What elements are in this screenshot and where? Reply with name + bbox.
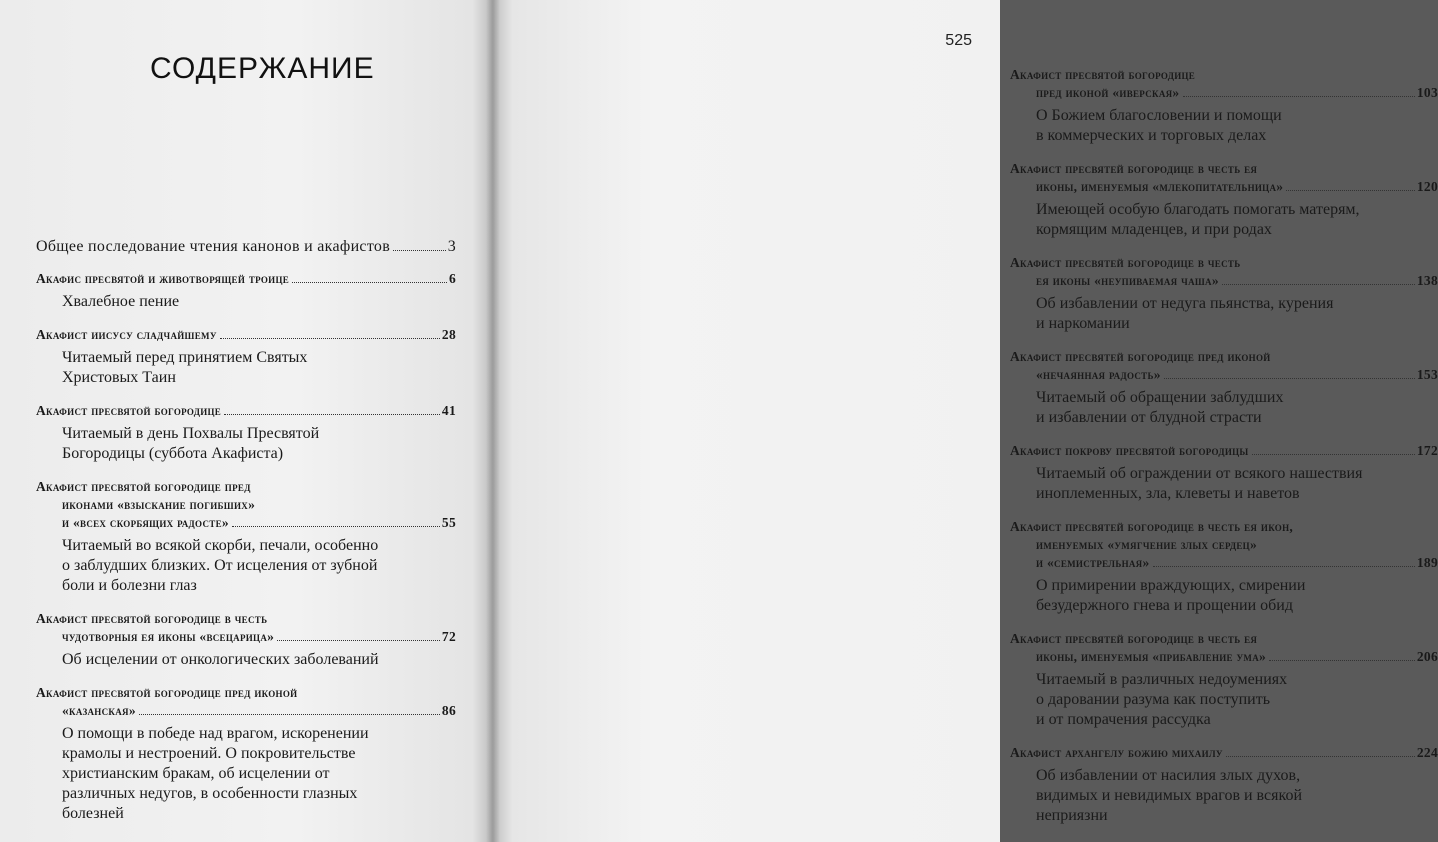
toc-entry-description — [36, 536, 456, 596]
toc-entry-description-line: О Божием благословении и помощи — [1036, 107, 1282, 124]
dot-leader — [232, 526, 440, 527]
dot-leader — [224, 414, 440, 415]
toc-entry-description — [1010, 464, 1438, 504]
toc-entry-description — [36, 292, 456, 312]
toc-entry-heading-line: Акафист пресвятой богородице — [36, 403, 222, 418]
toc-entry-description-line: Богородицы (суббота Акафиста) — [62, 445, 284, 462]
dot-leader — [1269, 660, 1415, 661]
toc-entry-description-line: Читаемый в день Похвалы Пресвятой — [62, 425, 320, 442]
toc-entry-heading-line: Акафист иисусу сладчайшему — [36, 327, 217, 342]
toc-entry-heading-line: и «семистрельная» — [1036, 555, 1150, 570]
toc-entry-page-number: 86 — [441, 703, 456, 718]
dot-leader — [1153, 566, 1415, 567]
toc-entry-page-number: 28 — [441, 327, 456, 342]
toc-entry-description — [1010, 766, 1438, 826]
toc-entry-description-line: в коммерческих и торговых делах — [1036, 127, 1267, 144]
toc-entry-description-line: и избавлении от блудной страсти — [1036, 409, 1262, 426]
toc-entry-page-number: 55 — [441, 515, 456, 530]
toc-entry-heading — [36, 684, 456, 720]
toc-entry — [36, 402, 456, 464]
dot-leader — [1226, 756, 1415, 757]
toc-entry-page-number: 138 — [1416, 273, 1438, 288]
toc-entry — [1010, 66, 1438, 146]
toc-entry-page-number: 72 — [441, 629, 456, 644]
toc-entry-heading-line: иконы, именуемыя «млекопитательница» — [1036, 179, 1284, 194]
toc-entry-page-number: 224 — [1416, 745, 1438, 760]
toc-entry-description — [36, 424, 456, 464]
toc-entry-heading-line: Акафис пресвятой и животворящей троице — [36, 271, 290, 286]
toc-entry-heading-line: и «всех скорбящих радосте» — [62, 515, 229, 530]
book-gutter — [486, 0, 500, 842]
toc-entry-heading — [36, 610, 456, 646]
right-page — [492, 0, 1438, 842]
toc-entry-description-line: безудержного гнева и прощении обид — [1036, 597, 1293, 614]
toc-entry — [36, 270, 456, 312]
dot-leader — [1286, 190, 1415, 191]
toc-entry-heading-line: Акафист пресвятой богородице — [1010, 67, 1196, 82]
toc-entry-heading-line: иконы, именуемыя «прибавление ума» — [1036, 649, 1267, 664]
toc-entry — [36, 478, 456, 596]
toc-entry-description-line: болезней — [62, 805, 124, 822]
left-page — [0, 0, 492, 842]
toc-entry-heading-line: Акафист пресвятей богородице пред иконой — [1010, 349, 1271, 364]
toc-entry-heading-line: иконами «взыскание погибших» — [62, 497, 256, 512]
toc-entry-page-number: 3 — [447, 238, 456, 255]
dot-leader — [277, 640, 440, 641]
toc-entry — [36, 326, 456, 388]
toc-entry — [1010, 518, 1438, 616]
dot-leader — [1252, 454, 1415, 455]
toc-entry-description — [1010, 294, 1438, 334]
toc-entry — [1010, 442, 1438, 504]
toc-entry-heading-line: Акафист пресвятой богородице пред иконой — [36, 685, 298, 700]
toc-entry-description-line: видимых и невидимых врагов и всякой — [1036, 787, 1302, 804]
toc-entry-page-number: 41 — [441, 403, 456, 418]
toc-entry-heading-line: Акафист пресвятей богородице в честь ея икон, — [1010, 519, 1294, 534]
toc-entry-heading-line: пред иконой «иверская» — [1036, 85, 1180, 100]
toc-entry-description-line: Читаемый перед принятием Святых — [62, 349, 308, 366]
toc-entry-description-line: Читаемый во всякой скорби, печали, особенно — [62, 537, 379, 554]
toc-entry-description-line: Читаемый об обращении заблудших — [1036, 389, 1284, 406]
toc-entry-description-line: о заблудших близких. От исцеления от зубной — [62, 557, 378, 574]
toc-entry-page-number: 189 — [1416, 555, 1438, 570]
dot-leader — [1164, 378, 1415, 379]
toc-entry-page-number: 172 — [1416, 443, 1438, 458]
toc-entry-description — [36, 348, 456, 388]
dot-leader — [1222, 284, 1415, 285]
toc-entry-description — [1010, 576, 1438, 616]
toc-entry — [36, 610, 456, 670]
dot-leader — [292, 282, 447, 283]
toc-entry-heading-line: Общее последование чтения канонов и акафистов — [36, 238, 391, 255]
dot-leader — [139, 714, 440, 715]
toc-entry-description-line: О помощи в победе над врагом, искоренении — [62, 725, 369, 742]
toc-entry-description-line: Хвалебное пение — [62, 293, 180, 310]
toc-entry-heading-line: Акафист пресвятей богородице в честь — [1010, 255, 1241, 270]
toc-entry-heading-line: Акафист пресвятой богородице в честь — [36, 611, 268, 626]
toc-entry-description — [36, 724, 456, 824]
dot-leader — [220, 338, 440, 339]
toc-entry — [36, 238, 456, 256]
toc-entry — [1010, 630, 1438, 730]
page-title: СОДЕРЖАНИЕ — [150, 52, 375, 85]
toc-entry-description-line: христианским бракам, об исцелении от — [62, 765, 330, 782]
toc-entry-heading-line: Акафист пресвятей богородице в честь ея — [1010, 161, 1258, 176]
toc-right-column — [1010, 66, 1438, 840]
toc-entry-heading — [36, 238, 456, 256]
toc-entry-heading — [36, 270, 456, 288]
toc-entry-description-line: Читаемый в различных недоумениях — [1036, 671, 1288, 688]
toc-left-column — [36, 238, 456, 838]
toc-entry-description-line: Христовых Таин — [62, 369, 176, 386]
toc-entry-heading — [36, 326, 456, 344]
toc-entry-heading-line: «казанская» — [62, 703, 136, 718]
toc-entry-heading-line: «нечаянная радость» — [1036, 367, 1161, 382]
toc-entry-description-line: и от помрачения рассудка — [1036, 711, 1211, 728]
toc-entry — [1010, 254, 1438, 334]
toc-entry-heading-line: Акафист пресвятой богородице пред — [36, 479, 251, 494]
toc-entry-description-line: и наркомании — [1036, 315, 1130, 332]
toc-entry-description-line: Об избавлении от насилия злых духов, — [1036, 767, 1301, 784]
toc-entry-description — [1010, 670, 1438, 730]
toc-entry-description — [1010, 388, 1438, 428]
toc-entry — [36, 684, 456, 824]
dot-leader — [1183, 96, 1415, 97]
toc-entry-page-number: 206 — [1416, 649, 1438, 664]
toc-entry-description-line: Читаемый об ограждении от всякого нашествия — [1036, 465, 1363, 482]
toc-entry-description-line: крамолы и нестроений. О покровительстве — [62, 745, 356, 762]
toc-entry-heading — [1010, 254, 1438, 290]
toc-entry-page-number: 153 — [1416, 367, 1438, 382]
toc-entry-description-line: кормящим младенцев, и при родах — [1036, 221, 1272, 238]
toc-entry-heading — [1010, 66, 1438, 102]
toc-entry-heading — [36, 478, 456, 532]
toc-entry-description — [1010, 200, 1438, 240]
toc-entry-heading-line: Акафист пресвятей богородице в честь ея — [1010, 631, 1258, 646]
toc-entry-description-line: Об избавлении от недуга пьянства, курения — [1036, 295, 1334, 312]
toc-entry-heading — [1010, 348, 1438, 384]
toc-entry-heading — [1010, 744, 1438, 762]
toc-entry-description-line: О примирении враждующих, смирении — [1036, 577, 1306, 594]
toc-entry-heading-line: чудотворныя ея иконы «всецарица» — [62, 629, 275, 644]
toc-entry — [1010, 348, 1438, 428]
toc-entry-page-number: 103 — [1416, 85, 1438, 100]
toc-entry-heading-line: именуемых «умягчение злых сердец» — [1036, 537, 1258, 552]
toc-entry-heading — [1010, 160, 1438, 196]
toc-entry-page-number: 6 — [448, 271, 456, 286]
toc-entry-description-line: о даровании разума как поступить — [1036, 691, 1271, 708]
toc-entry-page-number: 120 — [1416, 179, 1438, 194]
page-number: 525 — [945, 32, 972, 49]
toc-entry-description-line: неприязни — [1036, 807, 1108, 824]
dot-leader — [393, 250, 446, 251]
toc-entry-heading — [1010, 518, 1438, 572]
toc-entry-description-line: различных недугов, в особенности глазных — [62, 785, 358, 802]
toc-entry-heading — [1010, 630, 1438, 666]
toc-entry-heading-line: Акафист архангелу божию михаилу — [1010, 745, 1223, 760]
toc-entry-description-line: боли и болезни глаз — [62, 577, 197, 594]
toc-entry-heading — [36, 402, 456, 420]
toc-entry-description — [1010, 106, 1438, 146]
toc-entry — [1010, 160, 1438, 240]
toc-entry-heading-line: ея иконы «неупиваемая чаша» — [1036, 273, 1219, 288]
toc-entry-heading — [1010, 442, 1438, 460]
toc-entry-description — [36, 650, 456, 670]
toc-entry-heading-line: Акафист покрову пресвятой богородицы — [1010, 443, 1249, 458]
toc-entry-description-line: Имеющей особую благодать помогать матерям, — [1036, 201, 1360, 218]
toc-entry — [1010, 744, 1438, 826]
toc-entry-description-line: Об исцелении от онкологических заболеваний — [62, 651, 379, 668]
toc-entry-description-line: иноплеменных, зла, клеветы и наветов — [1036, 485, 1300, 502]
